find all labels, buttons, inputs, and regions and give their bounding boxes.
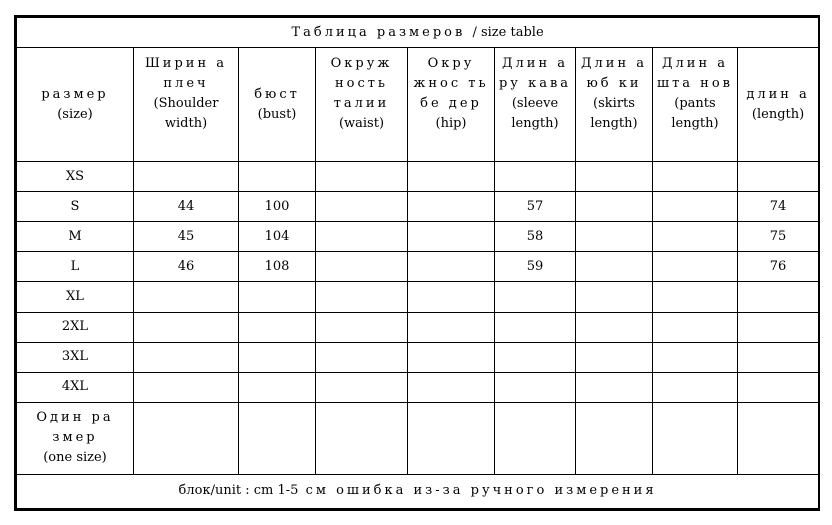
measurement-note-text: см ошибка из-за ручного измерения	[305, 483, 657, 499]
table-cell: 74	[738, 192, 819, 222]
table-cell	[239, 402, 316, 474]
column-header-ru: Окруж ность талии	[330, 56, 393, 112]
table-row	[17, 372, 819, 402]
column-header-waist	[316, 48, 408, 162]
table-row	[17, 162, 819, 192]
title-ru: Таблица размеров	[291, 24, 466, 40]
column-header-ru: Окру жнос ть бе дер	[413, 56, 489, 112]
column-header-pants-length	[653, 48, 738, 162]
size-label-cell: XS	[17, 162, 134, 192]
table-cell	[653, 312, 738, 342]
header-row	[17, 48, 819, 162]
table-cell	[653, 162, 738, 192]
table-cell	[316, 372, 408, 402]
column-header-en: (skirts length)	[590, 96, 638, 132]
one-size-ru: Один ра змер	[36, 410, 114, 446]
measurement-note	[17, 474, 819, 508]
table-cell	[408, 222, 495, 252]
table-cell	[134, 312, 239, 342]
table-cell	[408, 342, 495, 372]
column-header-en: (Shoulder width)	[153, 96, 219, 132]
table-cell	[408, 402, 495, 474]
table-cell	[576, 222, 653, 252]
size-label-cell: 4XL	[17, 372, 134, 402]
table-cell	[576, 252, 653, 282]
table-cell	[408, 162, 495, 192]
column-header-en: (hip)	[435, 116, 467, 132]
table-cell	[653, 342, 738, 372]
column-header-length	[738, 48, 819, 162]
table-cell	[408, 252, 495, 282]
measurement-note-unit: блок/unit : cm 1-5	[178, 483, 299, 499]
table-cell: 100	[239, 192, 316, 222]
footer-row	[17, 474, 819, 508]
size-label-cell: 2XL	[17, 312, 134, 342]
table-cell: 57	[495, 192, 576, 222]
size-label-cell: 3XL	[17, 342, 134, 372]
table-cell	[408, 192, 495, 222]
table-cell	[316, 342, 408, 372]
table-cell: 76	[738, 252, 819, 282]
size-label-cell: XL	[17, 282, 134, 312]
size-table	[16, 17, 819, 509]
table-cell: 46	[134, 252, 239, 282]
table-cell	[495, 162, 576, 192]
table-cell	[134, 162, 239, 192]
column-header-ru: бюст	[254, 86, 300, 102]
table-cell	[134, 372, 239, 402]
table-row	[17, 222, 819, 252]
column-header-hip	[408, 48, 495, 162]
table-cell	[239, 372, 316, 402]
table-cell	[316, 222, 408, 252]
table-cell: 45	[134, 222, 239, 252]
table-cell	[576, 372, 653, 402]
table-title	[17, 18, 819, 48]
size-label-cell: S	[17, 192, 134, 222]
table-cell	[316, 402, 408, 474]
title-en: / size table	[472, 24, 544, 40]
table-cell	[653, 252, 738, 282]
table-cell	[576, 402, 653, 474]
table-cell	[653, 192, 738, 222]
table-cell	[738, 372, 819, 402]
table-cell	[495, 342, 576, 372]
table-row	[17, 342, 819, 372]
table-cell	[316, 282, 408, 312]
table-cell	[316, 252, 408, 282]
table-cell: 59	[495, 252, 576, 282]
size-chart-frame	[14, 15, 820, 511]
table-cell	[239, 342, 316, 372]
column-header-en: (length)	[751, 106, 805, 122]
table-cell	[316, 192, 408, 222]
table-cell	[495, 312, 576, 342]
table-row	[17, 282, 819, 312]
table-cell: 75	[738, 222, 819, 252]
table-cell	[738, 402, 819, 474]
table-cell: 104	[239, 222, 316, 252]
table-cell	[239, 162, 316, 192]
column-header-en: (waist)	[338, 116, 385, 132]
table-row	[17, 192, 819, 222]
column-header-ru: Длин а шта нов	[657, 56, 733, 92]
table-cell	[576, 162, 653, 192]
table-cell	[495, 402, 576, 474]
table-cell: 108	[239, 252, 316, 282]
table-cell	[653, 402, 738, 474]
table-cell	[653, 282, 738, 312]
table-cell	[408, 282, 495, 312]
column-header-skirts-length	[576, 48, 653, 162]
table-cell	[239, 312, 316, 342]
table-cell	[316, 312, 408, 342]
table-cell	[134, 342, 239, 372]
table-cell	[408, 372, 495, 402]
table-cell	[738, 162, 819, 192]
column-header-en: (size)	[57, 106, 93, 122]
column-header-ru: Ширин а плеч	[144, 56, 228, 92]
one-size-label-cell	[17, 402, 134, 474]
table-cell	[495, 282, 576, 312]
column-header-en: (bust)	[257, 106, 297, 122]
column-header-ru: размер	[41, 86, 109, 102]
table-cell	[316, 162, 408, 192]
column-header-ru: Длин а ру кава	[498, 56, 572, 92]
table-cell	[576, 192, 653, 222]
table-row	[17, 252, 819, 282]
column-header-ru: Длин а юб ки	[580, 56, 648, 92]
table-row-one-size	[17, 402, 819, 474]
table-cell	[495, 372, 576, 402]
table-cell	[738, 312, 819, 342]
size-label-cell: L	[17, 252, 134, 282]
table-cell	[653, 372, 738, 402]
table-cell	[576, 312, 653, 342]
table-cell: 58	[495, 222, 576, 252]
column-header-en: (pants length)	[671, 96, 719, 132]
column-header-en: (sleeve length)	[511, 96, 559, 132]
table-cell	[653, 222, 738, 252]
column-header-shoulder-width	[134, 48, 239, 162]
size-label-cell: M	[17, 222, 134, 252]
table-cell	[738, 342, 819, 372]
one-size-en: (one size)	[43, 450, 107, 466]
table-row	[17, 312, 819, 342]
table-cell	[576, 342, 653, 372]
table-cell: 44	[134, 192, 239, 222]
table-cell	[576, 282, 653, 312]
table-cell	[134, 402, 239, 474]
column-header-bust	[239, 48, 316, 162]
table-cell	[408, 312, 495, 342]
column-header-size	[17, 48, 134, 162]
column-header-ru: длин а	[746, 86, 810, 102]
table-cell	[239, 282, 316, 312]
column-header-sleeve-length	[495, 48, 576, 162]
table-cell	[738, 282, 819, 312]
table-cell	[134, 282, 239, 312]
